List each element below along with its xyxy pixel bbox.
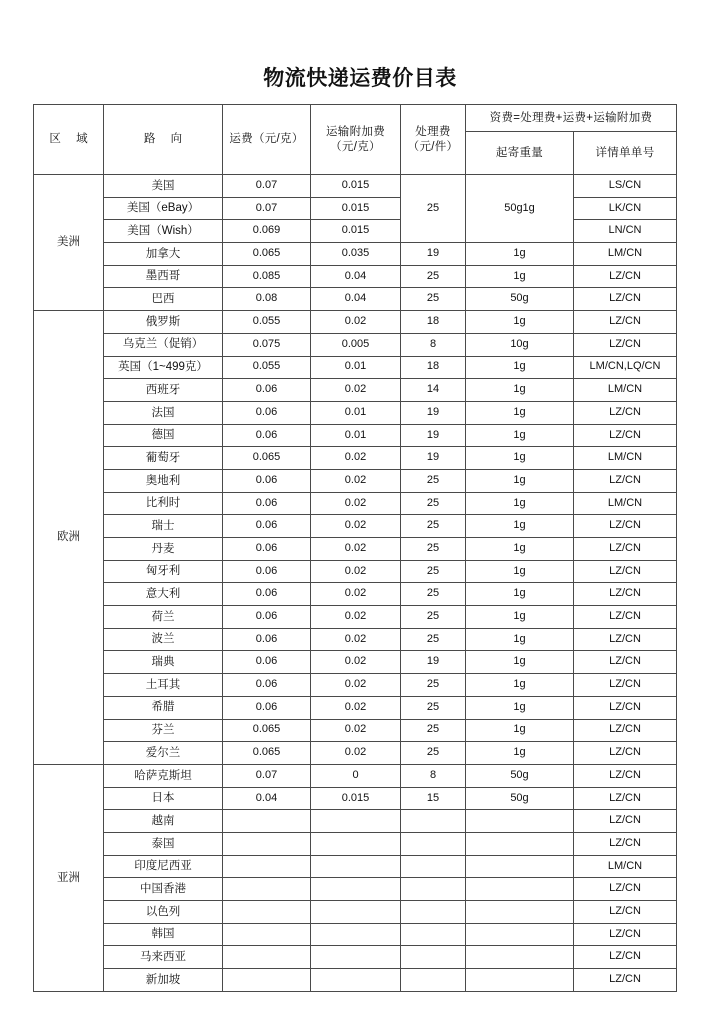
column-header-handling-fee — [401, 105, 466, 175]
price-table-container — [33, 104, 676, 992]
column-header-shipping-fee: 运费（元/克） — [223, 105, 311, 175]
table-row — [34, 764, 677, 787]
shipping-fee-cell — [223, 901, 311, 924]
shipping-fee-cell: 0.085 — [223, 265, 311, 288]
table-row — [34, 333, 677, 356]
column-header-surcharge-line1: 运输附加费 — [326, 126, 385, 139]
handling-fee-cell — [401, 923, 466, 946]
route-cell: 新加坡 — [104, 969, 223, 992]
min-weight-cell: 1g — [466, 583, 574, 606]
surcharge-cell: 0.015 — [311, 787, 401, 810]
table-row — [34, 447, 677, 470]
min-weight-cell: 1g — [466, 515, 574, 538]
detail-code-cell: LK/CN — [574, 197, 677, 220]
route-cell: 比利时 — [104, 492, 223, 515]
detail-code-cell: LZ/CN — [574, 969, 677, 992]
route-cell: 荷兰 — [104, 606, 223, 629]
shipping-fee-cell — [223, 855, 311, 878]
shipping-fee-cell: 0.06 — [223, 424, 311, 447]
detail-code-cell: LM/CN — [574, 379, 677, 402]
shipping-fee-cell — [223, 810, 311, 833]
route-cell: 奥地利 — [104, 469, 223, 492]
detail-code-cell: LZ/CN — [574, 901, 677, 924]
column-header-fee-formula: 资费=处理费+运费+运输附加费 — [466, 105, 677, 132]
shipping-price-table — [33, 104, 677, 992]
handling-fee-cell: 25 — [401, 560, 466, 583]
surcharge-cell: 0.015 — [311, 197, 401, 220]
table-row — [34, 515, 677, 538]
detail-code-cell: LS/CN — [574, 175, 677, 198]
detail-code-cell: LM/CN,LQ/CN — [574, 356, 677, 379]
table-row — [34, 969, 677, 992]
detail-code-cell: LZ/CN — [574, 878, 677, 901]
table-body — [34, 175, 677, 992]
min-weight-cell: 1g — [466, 628, 574, 651]
handling-fee-cell: 19 — [401, 424, 466, 447]
handling-fee-cell: 25 — [401, 175, 466, 243]
surcharge-cell: 0.01 — [311, 401, 401, 424]
route-cell: 越南 — [104, 810, 223, 833]
min-weight-cell — [466, 832, 574, 855]
table-row — [34, 878, 677, 901]
shipping-fee-cell — [223, 878, 311, 901]
handling-fee-cell — [401, 946, 466, 969]
min-weight-cell — [466, 878, 574, 901]
table-row — [34, 674, 677, 697]
route-cell: 美国（eBay） — [104, 197, 223, 220]
table-row — [34, 901, 677, 924]
handling-fee-cell: 18 — [401, 311, 466, 334]
table-row — [34, 401, 677, 424]
detail-code-cell: LZ/CN — [574, 401, 677, 424]
table-row — [34, 946, 677, 969]
table-row — [34, 742, 677, 765]
detail-code-cell: LZ/CN — [574, 832, 677, 855]
detail-code-cell: LZ/CN — [574, 946, 677, 969]
detail-code-cell: LZ/CN — [574, 923, 677, 946]
handling-fee-cell: 25 — [401, 515, 466, 538]
column-header-min-weight: 起寄重量 — [466, 132, 574, 175]
table-row — [34, 923, 677, 946]
surcharge-cell: 0 — [311, 764, 401, 787]
min-weight-cell: 1g — [466, 492, 574, 515]
shipping-fee-cell: 0.06 — [223, 628, 311, 651]
route-cell: 美国（Wish） — [104, 220, 223, 243]
min-weight-cell — [466, 946, 574, 969]
detail-code-cell: LZ/CN — [574, 515, 677, 538]
table-row — [34, 379, 677, 402]
min-weight-cell: 1g — [466, 742, 574, 765]
table-row — [34, 469, 677, 492]
min-weight-cell: 1g — [466, 447, 574, 470]
route-cell: 中国香港 — [104, 878, 223, 901]
handling-fee-cell: 25 — [401, 492, 466, 515]
route-cell: 瑞典 — [104, 651, 223, 674]
column-header-handling-line2: （元/件） — [407, 140, 459, 153]
detail-code-cell: LZ/CN — [574, 628, 677, 651]
shipping-fee-cell: 0.07 — [223, 764, 311, 787]
table-row — [34, 832, 677, 855]
detail-code-cell: LZ/CN — [574, 469, 677, 492]
table-header — [34, 105, 677, 175]
route-cell: 法国 — [104, 401, 223, 424]
handling-fee-cell — [401, 878, 466, 901]
route-cell: 丹麦 — [104, 538, 223, 561]
shipping-fee-cell: 0.07 — [223, 175, 311, 198]
detail-code-cell: LZ/CN — [574, 606, 677, 629]
table-row — [34, 538, 677, 561]
surcharge-cell — [311, 855, 401, 878]
surcharge-cell: 0.02 — [311, 742, 401, 765]
column-header-handling-line1: 处理费 — [415, 126, 451, 139]
column-header-route-label: 路 向 — [143, 133, 189, 146]
table-row — [34, 288, 677, 311]
shipping-fee-cell: 0.069 — [223, 220, 311, 243]
detail-code-cell: LN/CN — [574, 220, 677, 243]
handling-fee-cell — [401, 832, 466, 855]
detail-code-cell: LZ/CN — [574, 288, 677, 311]
shipping-fee-cell: 0.07 — [223, 197, 311, 220]
surcharge-cell: 0.02 — [311, 719, 401, 742]
min-weight-cell: 50g — [466, 787, 574, 810]
handling-fee-cell: 25 — [401, 538, 466, 561]
shipping-fee-cell: 0.075 — [223, 333, 311, 356]
route-cell: 意大利 — [104, 583, 223, 606]
page-title: 物流快递运费价目表 — [263, 67, 457, 90]
route-cell: 日本 — [104, 787, 223, 810]
surcharge-cell: 0.02 — [311, 696, 401, 719]
min-weight-cell: 1g — [466, 651, 574, 674]
route-cell: 匈牙利 — [104, 560, 223, 583]
handling-fee-cell: 15 — [401, 787, 466, 810]
table-row — [34, 628, 677, 651]
table-row — [34, 810, 677, 833]
surcharge-cell: 0.02 — [311, 560, 401, 583]
min-weight-cell — [466, 855, 574, 878]
shipping-fee-cell: 0.06 — [223, 696, 311, 719]
min-weight-cell — [466, 901, 574, 924]
min-weight-cell: 1g — [466, 674, 574, 697]
handling-fee-cell: 18 — [401, 356, 466, 379]
min-weight-cell — [466, 810, 574, 833]
min-weight-cell: 1g — [466, 469, 574, 492]
route-cell: 西班牙 — [104, 379, 223, 402]
table-row — [34, 243, 677, 266]
shipping-fee-cell — [223, 946, 311, 969]
detail-code-cell: LZ/CN — [574, 742, 677, 765]
header-row-top — [34, 105, 677, 132]
column-header-detail-code: 详情单单号 — [574, 132, 677, 175]
surcharge-cell: 0.02 — [311, 651, 401, 674]
surcharge-cell: 0.005 — [311, 333, 401, 356]
min-weight-cell: 1g — [466, 379, 574, 402]
shipping-fee-cell: 0.06 — [223, 515, 311, 538]
table-row — [34, 696, 677, 719]
handling-fee-cell: 19 — [401, 401, 466, 424]
shipping-fee-cell: 0.06 — [223, 469, 311, 492]
shipping-fee-cell: 0.06 — [223, 583, 311, 606]
shipping-fee-cell: 0.06 — [223, 401, 311, 424]
route-cell: 巴西 — [104, 288, 223, 311]
surcharge-cell — [311, 923, 401, 946]
column-header-region — [34, 105, 104, 175]
shipping-fee-cell: 0.06 — [223, 606, 311, 629]
route-cell: 波兰 — [104, 628, 223, 651]
detail-code-cell: LZ/CN — [574, 560, 677, 583]
region-cell: 欧洲 — [34, 311, 104, 765]
detail-code-cell: LZ/CN — [574, 265, 677, 288]
handling-fee-cell: 19 — [401, 243, 466, 266]
detail-code-cell: LZ/CN — [574, 311, 677, 334]
detail-code-cell: LZ/CN — [574, 674, 677, 697]
shipping-fee-cell: 0.055 — [223, 311, 311, 334]
route-cell: 美国 — [104, 175, 223, 198]
surcharge-cell: 0.035 — [311, 243, 401, 266]
surcharge-cell: 0.04 — [311, 265, 401, 288]
surcharge-cell: 0.02 — [311, 447, 401, 470]
route-cell: 加拿大 — [104, 243, 223, 266]
route-cell: 印度尼西亚 — [104, 855, 223, 878]
route-cell: 马来西亚 — [104, 946, 223, 969]
surcharge-cell: 0.04 — [311, 288, 401, 311]
handling-fee-cell — [401, 969, 466, 992]
shipping-fee-cell: 0.06 — [223, 651, 311, 674]
route-cell: 土耳其 — [104, 674, 223, 697]
handling-fee-cell: 25 — [401, 674, 466, 697]
route-cell: 韩国 — [104, 923, 223, 946]
shipping-fee-cell: 0.06 — [223, 560, 311, 583]
route-cell: 瑞士 — [104, 515, 223, 538]
table-row — [34, 855, 677, 878]
min-weight-cell: 50g1g — [466, 175, 574, 243]
handling-fee-cell — [401, 810, 466, 833]
region-cell: 美洲 — [34, 175, 104, 311]
handling-fee-cell: 8 — [401, 333, 466, 356]
min-weight-cell: 1g — [466, 424, 574, 447]
min-weight-cell: 1g — [466, 696, 574, 719]
table-row — [34, 560, 677, 583]
detail-code-cell: LZ/CN — [574, 424, 677, 447]
route-cell: 以色列 — [104, 901, 223, 924]
table-row — [34, 606, 677, 629]
route-cell: 泰国 — [104, 832, 223, 855]
min-weight-cell: 1g — [466, 560, 574, 583]
table-row — [34, 311, 677, 334]
handling-fee-cell: 25 — [401, 265, 466, 288]
route-cell: 俄罗斯 — [104, 311, 223, 334]
detail-code-cell: LM/CN — [574, 243, 677, 266]
surcharge-cell — [311, 810, 401, 833]
handling-fee-cell: 8 — [401, 764, 466, 787]
surcharge-cell: 0.02 — [311, 311, 401, 334]
handling-fee-cell — [401, 855, 466, 878]
handling-fee-cell: 25 — [401, 469, 466, 492]
shipping-fee-cell: 0.08 — [223, 288, 311, 311]
min-weight-cell: 1g — [466, 243, 574, 266]
surcharge-cell: 0.02 — [311, 674, 401, 697]
route-cell: 德国 — [104, 424, 223, 447]
surcharge-cell — [311, 832, 401, 855]
detail-code-cell: LZ/CN — [574, 810, 677, 833]
handling-fee-cell: 25 — [401, 628, 466, 651]
surcharge-cell — [311, 878, 401, 901]
min-weight-cell: 1g — [466, 311, 574, 334]
surcharge-cell — [311, 969, 401, 992]
surcharge-cell: 0.02 — [311, 379, 401, 402]
route-cell: 乌克兰（促销） — [104, 333, 223, 356]
min-weight-cell: 1g — [466, 356, 574, 379]
min-weight-cell: 10g — [466, 333, 574, 356]
handling-fee-cell: 25 — [401, 288, 466, 311]
surcharge-cell: 0.01 — [311, 424, 401, 447]
min-weight-cell: 1g — [466, 401, 574, 424]
table-row — [34, 424, 677, 447]
handling-fee-cell: 19 — [401, 651, 466, 674]
route-cell: 芬兰 — [104, 719, 223, 742]
detail-code-cell: LZ/CN — [574, 696, 677, 719]
surcharge-cell: 0.02 — [311, 492, 401, 515]
shipping-fee-cell — [223, 923, 311, 946]
route-cell: 英国（1~499克） — [104, 356, 223, 379]
min-weight-cell: 1g — [466, 606, 574, 629]
detail-code-cell: LM/CN — [574, 447, 677, 470]
handling-fee-cell: 14 — [401, 379, 466, 402]
shipping-fee-cell: 0.065 — [223, 719, 311, 742]
shipping-fee-cell: 0.06 — [223, 492, 311, 515]
min-weight-cell: 1g — [466, 538, 574, 561]
table-row — [34, 356, 677, 379]
route-cell: 葡萄牙 — [104, 447, 223, 470]
surcharge-cell: 0.015 — [311, 175, 401, 198]
route-cell: 哈萨克斯坦 — [104, 764, 223, 787]
handling-fee-cell — [401, 901, 466, 924]
detail-code-cell: LM/CN — [574, 855, 677, 878]
route-cell: 墨西哥 — [104, 265, 223, 288]
min-weight-cell: 50g — [466, 764, 574, 787]
detail-code-cell: LZ/CN — [574, 538, 677, 561]
detail-code-cell: LZ/CN — [574, 764, 677, 787]
column-header-surcharge-line2: （元/克） — [330, 140, 381, 153]
min-weight-cell: 50g — [466, 288, 574, 311]
table-row — [34, 719, 677, 742]
shipping-fee-cell: 0.065 — [223, 447, 311, 470]
detail-code-cell: LZ/CN — [574, 333, 677, 356]
table-row — [34, 220, 677, 243]
min-weight-cell: 1g — [466, 265, 574, 288]
surcharge-cell: 0.01 — [311, 356, 401, 379]
surcharge-cell: 0.02 — [311, 583, 401, 606]
handling-fee-cell: 19 — [401, 447, 466, 470]
handling-fee-cell: 25 — [401, 606, 466, 629]
detail-code-cell: LZ/CN — [574, 719, 677, 742]
min-weight-cell — [466, 969, 574, 992]
detail-code-cell: LZ/CN — [574, 787, 677, 810]
shipping-fee-cell: 0.06 — [223, 538, 311, 561]
table-row — [34, 787, 677, 810]
table-row — [34, 265, 677, 288]
surcharge-cell: 0.02 — [311, 469, 401, 492]
table-row — [34, 175, 677, 198]
shipping-fee-cell: 0.055 — [223, 356, 311, 379]
shipping-fee-cell: 0.06 — [223, 674, 311, 697]
handling-fee-cell: 25 — [401, 583, 466, 606]
shipping-fee-cell: 0.06 — [223, 379, 311, 402]
handling-fee-cell: 25 — [401, 742, 466, 765]
region-cell: 亚洲 — [34, 764, 104, 991]
route-cell: 爱尔兰 — [104, 742, 223, 765]
surcharge-cell: 0.02 — [311, 628, 401, 651]
surcharge-cell: 0.02 — [311, 538, 401, 561]
shipping-fee-cell: 0.04 — [223, 787, 311, 810]
shipping-fee-cell: 0.065 — [223, 243, 311, 266]
table-row — [34, 583, 677, 606]
surcharge-cell: 0.02 — [311, 515, 401, 538]
surcharge-cell: 0.02 — [311, 606, 401, 629]
column-header-region-label: 区 域 — [49, 133, 94, 146]
table-row — [34, 197, 677, 220]
surcharge-cell — [311, 946, 401, 969]
detail-code-cell: LM/CN — [574, 492, 677, 515]
detail-code-cell: LZ/CN — [574, 651, 677, 674]
table-row — [34, 651, 677, 674]
surcharge-cell: 0.015 — [311, 220, 401, 243]
handling-fee-cell: 25 — [401, 696, 466, 719]
column-header-surcharge — [311, 105, 401, 175]
shipping-fee-cell: 0.065 — [223, 742, 311, 765]
min-weight-cell: 1g — [466, 719, 574, 742]
table-row — [34, 492, 677, 515]
shipping-fee-cell — [223, 969, 311, 992]
surcharge-cell — [311, 901, 401, 924]
route-cell: 希腊 — [104, 696, 223, 719]
handling-fee-cell: 25 — [401, 719, 466, 742]
column-header-route — [104, 105, 223, 175]
detail-code-cell: LZ/CN — [574, 583, 677, 606]
min-weight-cell — [466, 923, 574, 946]
shipping-fee-cell — [223, 832, 311, 855]
